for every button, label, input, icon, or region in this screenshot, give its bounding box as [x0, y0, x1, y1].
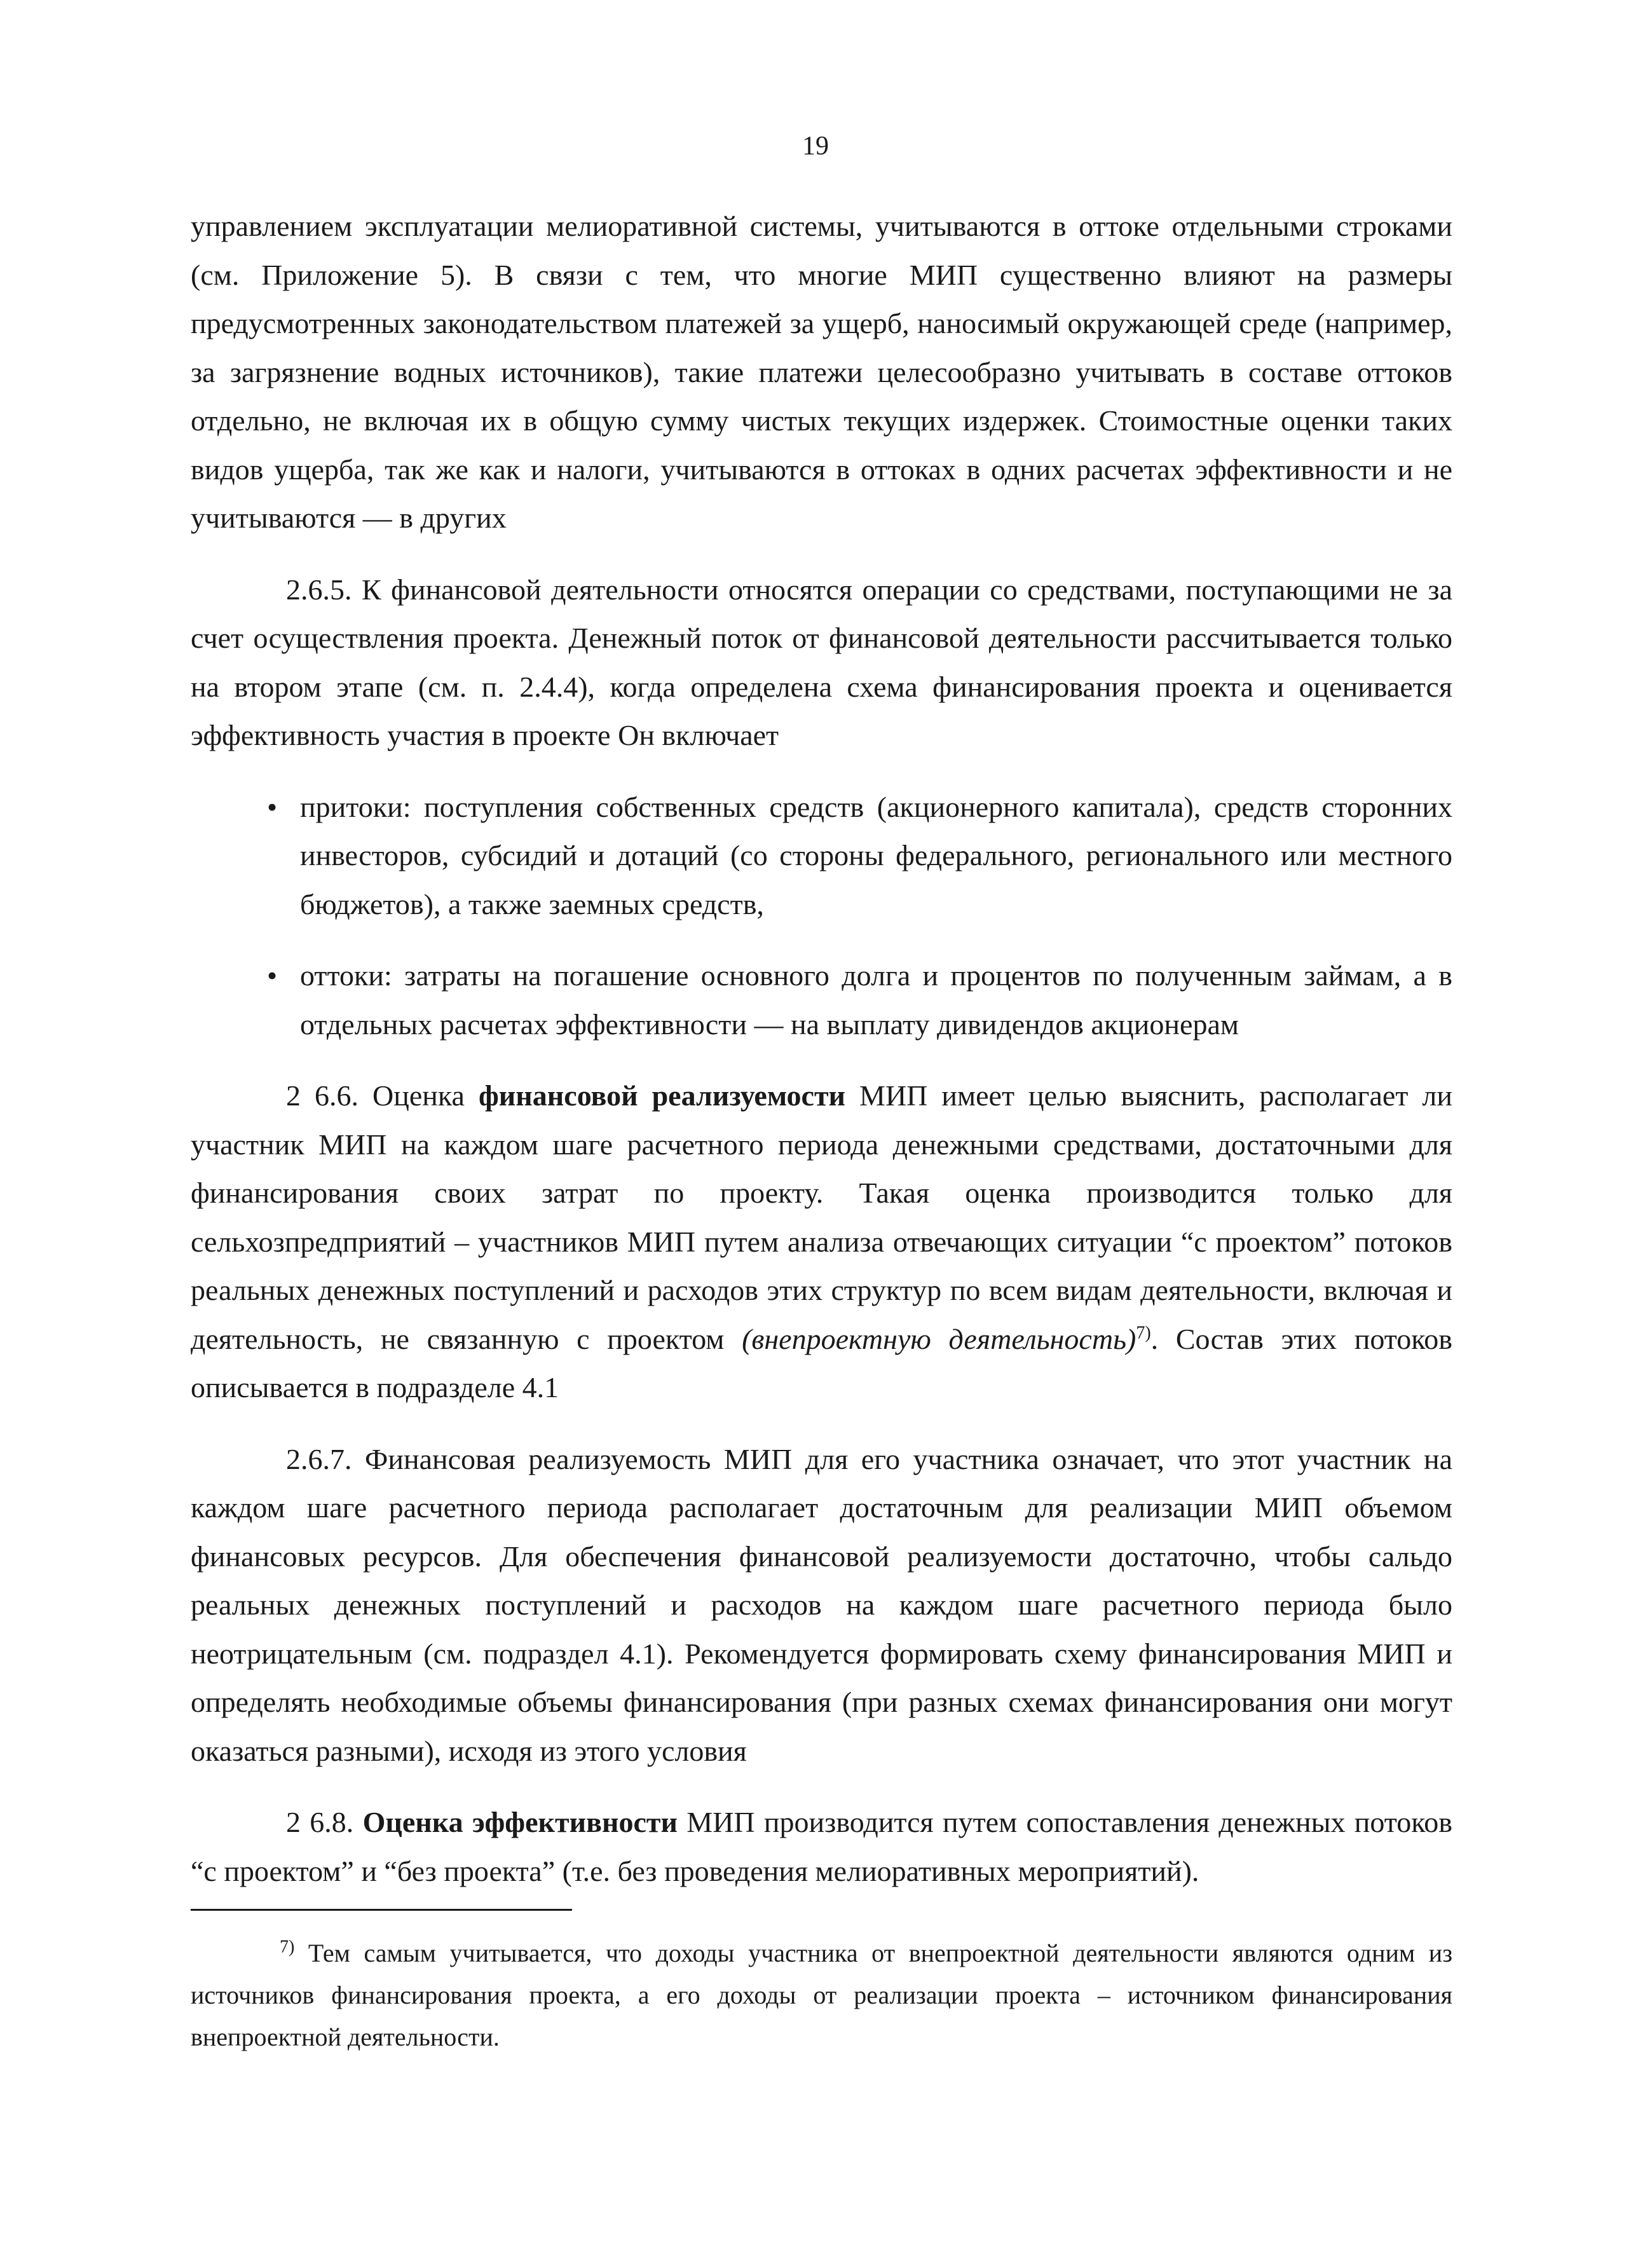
paragraph-2-6-8 — [191, 1798, 1452, 1896]
bullet-outflows-text: оттоки: затраты на погашение основного долга и процентов по полученным займам, а в отдельных расчетах эффективности — на выплату дивидендов акционерам — [300, 959, 1452, 1041]
bullet-inflows — [261, 783, 1452, 929]
p268-lead: 2 6.8. — [286, 1806, 363, 1838]
p266-bold-term: финансовой реализуемости — [478, 1079, 846, 1112]
paragraph-2-6-7: 2.6.7. Финансовая реализуемость МИП для его участника означает, что этот участник на каждом шаге расчетного периода располагает достаточным для реализации МИП объемом финансовых ресурсов. Для обеспечения финансовой реализуемости достаточно, чтобы сальдо реальных денежных поступлений и расходов на каждом шаге расчетного периода было неотрицательным (см. подраздел 4.1). Рекомендуется формировать схему финансирования МИП и определять необходимые объемы финансирования (при разных схемах финансирования они могут оказаться разными), исходя из этого условия — [191, 1442, 1452, 1767]
footnote — [191, 1932, 1452, 2058]
paragraph-continuation: управлением эксплуатации мелиоративной системы, учитываются в оттоке отдельными строками (см. Приложение 5). В связи с тем, что многие МИП существенно влияют на размеры предусмотренных законодательством платежей за ущерб, наносимый окружающей среде (например, за загрязнение водных источников), такие платежи целесообразно учитывать в составе оттоков отдельно, не включая их в общую сумму чистых текущих издержек. Стоимостные оценки таких видов ущерба, так же как и налоги, учитываются в оттоках в одних расчетах эффективности и не учитываются — в других — [191, 210, 1452, 534]
footnote-marker: 7) — [280, 1937, 295, 1957]
p266-mid: МИП имеет целью выяснить, располагает ли участник МИП на каждом шаге расчетного периода денежными средствами, достаточными для финансирования своих затрат по проекту. Такая оценка производится только для сельхозпредприятий – участников МИП путем анализа отвечающих ситуации “с проектом” потоков реальных денежных поступлений и расходов этих структур по всем видам деятельности, включая и деятельность, не связанную с проектом — [191, 1079, 1452, 1355]
p268-bold-term: Оценка эффективности — [362, 1806, 678, 1838]
p268-tail: МИП производится путем сопоставления денежных потоков “с проектом” и “без проекта” (т.е. без проведения мелиоративных мероприятий). — [191, 1806, 1452, 1887]
bullet-outflows — [261, 952, 1452, 1049]
footnote-text: Тем самым учитывается, что доходы участника от внепроектной деятельности являются одним из источников финансирования проекта, а его доходы от реализации проекта – источником финансирования внепроектной деятельности. — [191, 1939, 1452, 2051]
page-number: 19 — [802, 132, 829, 161]
bullet-inflows-text: притоки: поступления собственных средств (акционерного капитала), средств сторонних инвесторов, субсидий и дотаций (со стороны федерального, регионального или местного бюджетов), а также заемных средств, — [300, 790, 1452, 920]
footnote-paragraph — [191, 1932, 1452, 2058]
paragraph-2-6-6 — [191, 1072, 1452, 1412]
bullet-marker: • — [267, 790, 278, 823]
p266-italic-term: (внепроектную деятельность) — [742, 1322, 1136, 1355]
body-text — [191, 202, 1452, 1896]
footnote-separator — [191, 1909, 572, 1911]
p266-tail: . Состав этих потоков описывается в подразделе 4.1 — [191, 1322, 1452, 1404]
bullet-marker: • — [267, 959, 278, 992]
p266-lead: 2 6.6. Оценка — [286, 1079, 479, 1112]
footnote-reference: 7) — [1136, 1323, 1151, 1343]
paragraph-2-6-5: 2.6.5. К финансовой деятельности относятся операции со средствами, поступающими не за счет осуществления проекта. Денежный поток от финансовой деятельности рассчитывается только на втором этапе (см. п. 2.4.4), когда определена схема финансирования проекта и оценивается эффективность участия в проекте Он включает — [191, 573, 1452, 751]
